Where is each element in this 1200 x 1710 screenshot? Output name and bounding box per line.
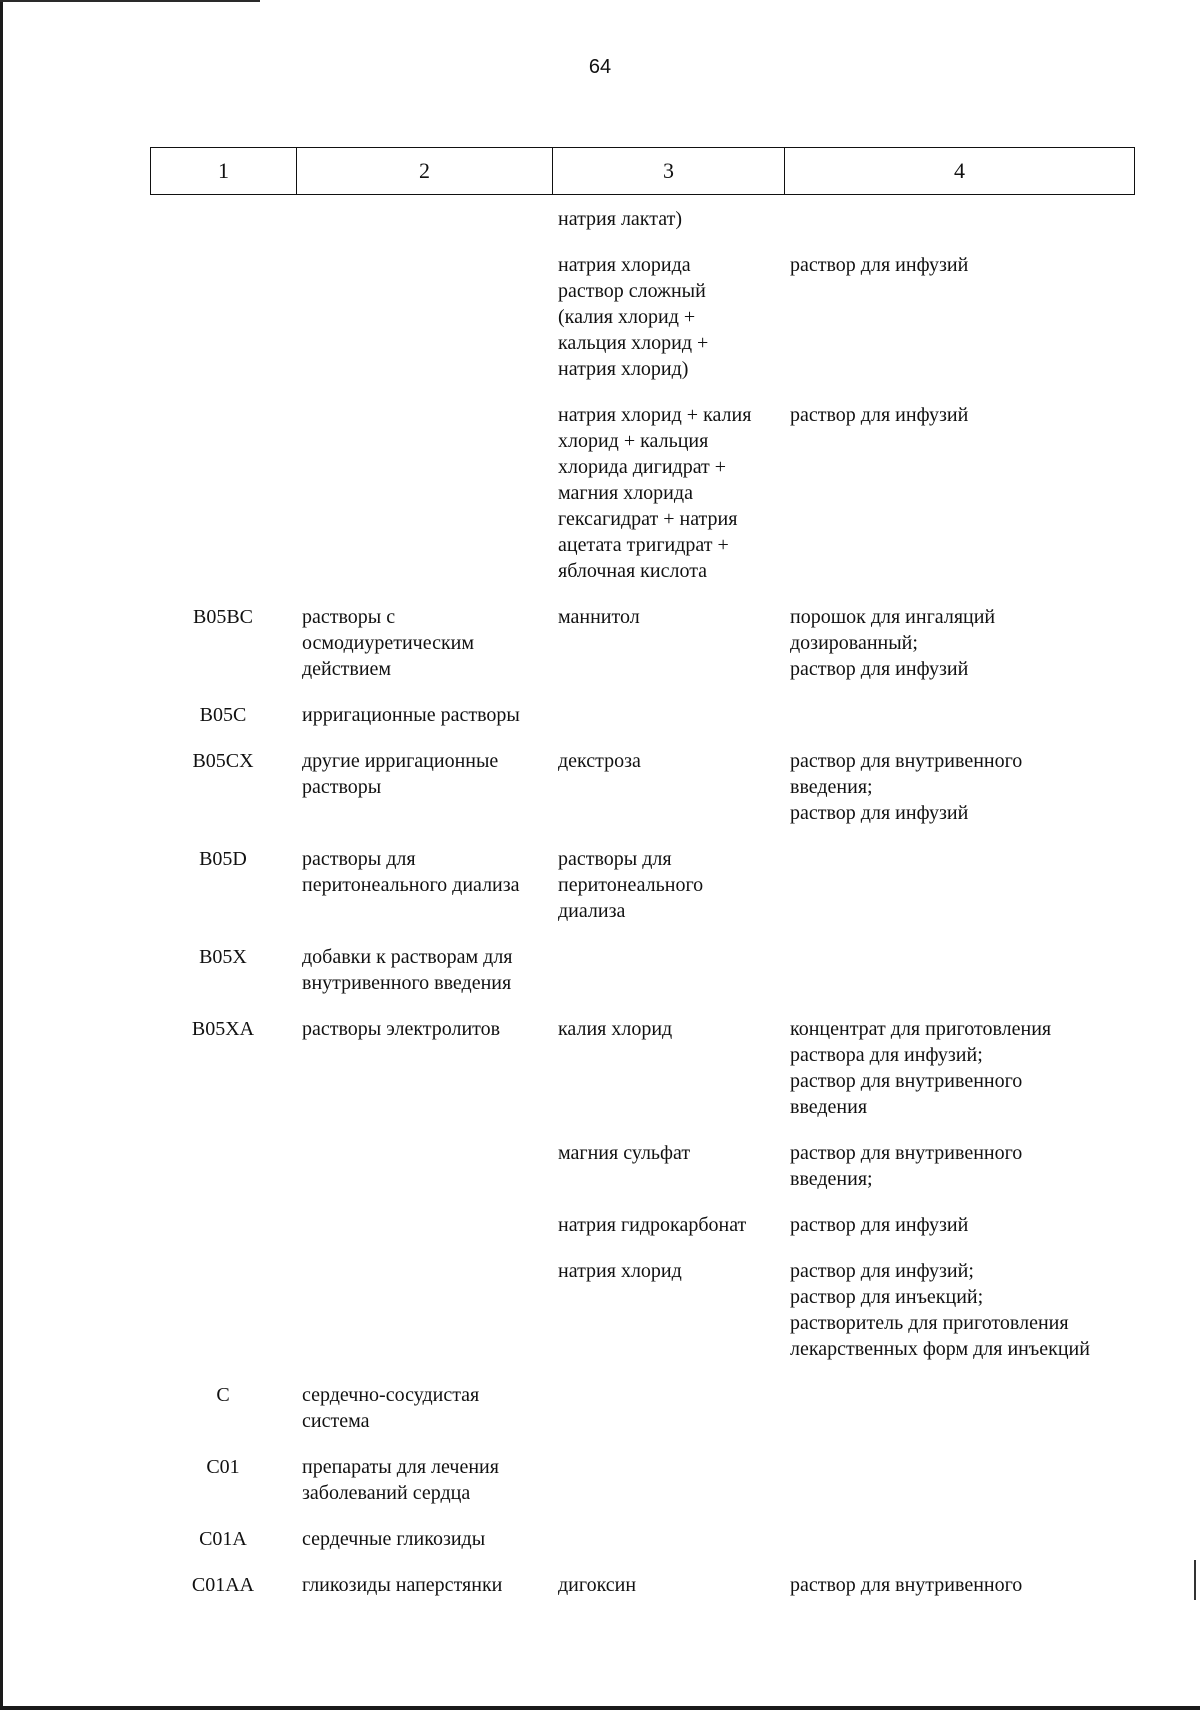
dosage-form-cell bbox=[784, 692, 1134, 738]
pharmacological-group-cell: гликозиды наперстянки bbox=[302, 1574, 503, 1596]
active-substance-cell: натрия хлорид + калия хлорид + кальция хлорида дигидрат + магния хлорида гексагидрат + натрия ацетата тригидрат + яблочная кислота bbox=[558, 404, 752, 582]
table-row bbox=[150, 738, 1134, 836]
table-row bbox=[150, 1202, 1134, 1248]
pharmacological-group-cell: добавки к растворам для внутривенного введения bbox=[302, 946, 513, 994]
active-substance-cell bbox=[552, 1516, 784, 1562]
dosage-form-cell bbox=[784, 196, 1134, 242]
pharmacological-group-cell bbox=[296, 1202, 552, 1248]
atc-code-cell bbox=[150, 392, 296, 594]
column-header-row bbox=[151, 148, 1135, 195]
active-substance-cell: натрия лактат) bbox=[558, 208, 683, 230]
pharmacological-group-cell: растворы для перитонеального диализа bbox=[302, 848, 520, 896]
column-header-4: 4 bbox=[785, 148, 1135, 195]
table-row bbox=[150, 1562, 1134, 1608]
dosage-form-cell: раствор для инфузий bbox=[790, 1214, 969, 1236]
scan-right-mark bbox=[1194, 1560, 1196, 1600]
pharmacological-group-cell bbox=[296, 1248, 552, 1372]
atc-code-cell bbox=[150, 196, 296, 242]
dosage-form-cell bbox=[784, 934, 1134, 1006]
column-header-3: 3 bbox=[553, 148, 785, 195]
table-body bbox=[150, 196, 1134, 1608]
active-substance-cell bbox=[552, 1372, 784, 1444]
table-row bbox=[150, 1516, 1134, 1562]
atc-code-cell: C01 bbox=[206, 1456, 240, 1478]
atc-code-cell: C01AA bbox=[191, 1574, 255, 1596]
dosage-form-cell: раствор для инфузий; раствор для инъекций; растворитель для приготовления лекарственных форм для инъекций bbox=[790, 1260, 1090, 1360]
pharmacological-group-cell bbox=[296, 242, 552, 392]
active-substance-cell: декстроза bbox=[558, 750, 641, 772]
column-header-2: 2 bbox=[297, 148, 553, 195]
dosage-form-cell: концентрат для приготовления раствора для инфузий; раствор для внутривенного введения bbox=[790, 1018, 1052, 1118]
active-substance-cell: натрия хлорида раствор сложный (калия хлорид + кальция хлорид + натрия хлорид) bbox=[558, 254, 709, 380]
pharmacological-group-cell: препараты для лечения заболеваний сердца bbox=[302, 1456, 499, 1504]
dosage-form-cell: раствор для инфузий bbox=[790, 254, 969, 276]
pharmacological-group-cell bbox=[296, 1130, 552, 1202]
table-row bbox=[150, 1444, 1134, 1516]
atc-code-cell: B05D bbox=[199, 848, 247, 870]
atc-code-cell bbox=[150, 1248, 296, 1372]
column-header-table bbox=[150, 147, 1135, 195]
table-row bbox=[150, 836, 1134, 934]
atc-code-cell: C01A bbox=[199, 1528, 247, 1550]
pharmacological-group-cell: ирригационные растворы bbox=[302, 704, 520, 726]
scan-bottom-edge bbox=[0, 1706, 1200, 1710]
column-header-1: 1 bbox=[151, 148, 297, 195]
pharmacological-group-cell bbox=[296, 392, 552, 594]
atc-code-cell: B05C bbox=[199, 704, 247, 726]
table-row bbox=[150, 1130, 1134, 1202]
dosage-form-cell bbox=[784, 1516, 1134, 1562]
atc-code-cell bbox=[150, 1202, 296, 1248]
scan-left-edge bbox=[0, 0, 3, 1710]
pharmacological-group-cell: другие ирригационные растворы bbox=[302, 750, 499, 798]
atc-code-cell: B05X bbox=[199, 946, 247, 968]
dosage-form-cell: раствор для внутривенного bbox=[790, 1574, 1023, 1596]
active-substance-cell: растворы для перитонеального диализа bbox=[558, 848, 704, 922]
table-row bbox=[150, 692, 1134, 738]
atc-code-cell: B05XA bbox=[191, 1018, 255, 1040]
active-substance-cell: калия хлорид bbox=[558, 1018, 673, 1040]
active-substance-cell: натрия хлорид bbox=[558, 1260, 682, 1282]
dosage-form-cell bbox=[784, 1372, 1134, 1444]
dosage-form-cell: раствор для внутривенного введения; раствор для инфузий bbox=[790, 750, 1023, 824]
dosage-form-cell: порошок для ингаляций дозированный; раствор для инфузий bbox=[790, 606, 996, 680]
table-row bbox=[150, 934, 1134, 1006]
dosage-form-cell: раствор для инфузий bbox=[790, 404, 969, 426]
atc-code-cell: B05BC bbox=[192, 606, 254, 628]
active-substance-cell: магния сульфат bbox=[558, 1142, 691, 1164]
atc-code-cell: B05CX bbox=[192, 750, 254, 772]
active-substance-cell bbox=[552, 1444, 784, 1516]
atc-code-cell bbox=[150, 1130, 296, 1202]
pharmacological-group-cell: сердечные гликозиды bbox=[302, 1528, 486, 1550]
dosage-form-cell bbox=[784, 1444, 1134, 1516]
pharmacological-group-cell: растворы электролитов bbox=[302, 1018, 501, 1040]
page-number: 64 bbox=[588, 56, 612, 78]
pharmacological-group-cell: сердечно-сосудистая система bbox=[302, 1384, 480, 1432]
active-substance-cell: натрия гидрокарбонат bbox=[558, 1214, 747, 1236]
table-row bbox=[150, 392, 1134, 594]
atc-code-cell bbox=[150, 242, 296, 392]
table-row bbox=[150, 1006, 1134, 1130]
scan-top-edge bbox=[0, 0, 260, 2]
table-row bbox=[150, 242, 1134, 392]
dosage-form-cell: раствор для внутривенного введения; bbox=[790, 1142, 1023, 1190]
pharmacological-group-cell: растворы с осмодиуретическим действием bbox=[302, 606, 475, 680]
table-row bbox=[150, 196, 1134, 242]
drug-classification-table bbox=[150, 196, 1134, 1608]
active-substance-cell: маннитол bbox=[558, 606, 640, 628]
active-substance-cell bbox=[552, 692, 784, 738]
dosage-form-cell bbox=[784, 836, 1134, 934]
active-substance-cell bbox=[552, 934, 784, 1006]
atc-code-cell: C bbox=[216, 1384, 230, 1406]
table-row bbox=[150, 594, 1134, 692]
table-row bbox=[150, 1248, 1134, 1372]
table-row bbox=[150, 1372, 1134, 1444]
pharmacological-group-cell bbox=[296, 196, 552, 242]
active-substance-cell: дигоксин bbox=[558, 1574, 637, 1596]
